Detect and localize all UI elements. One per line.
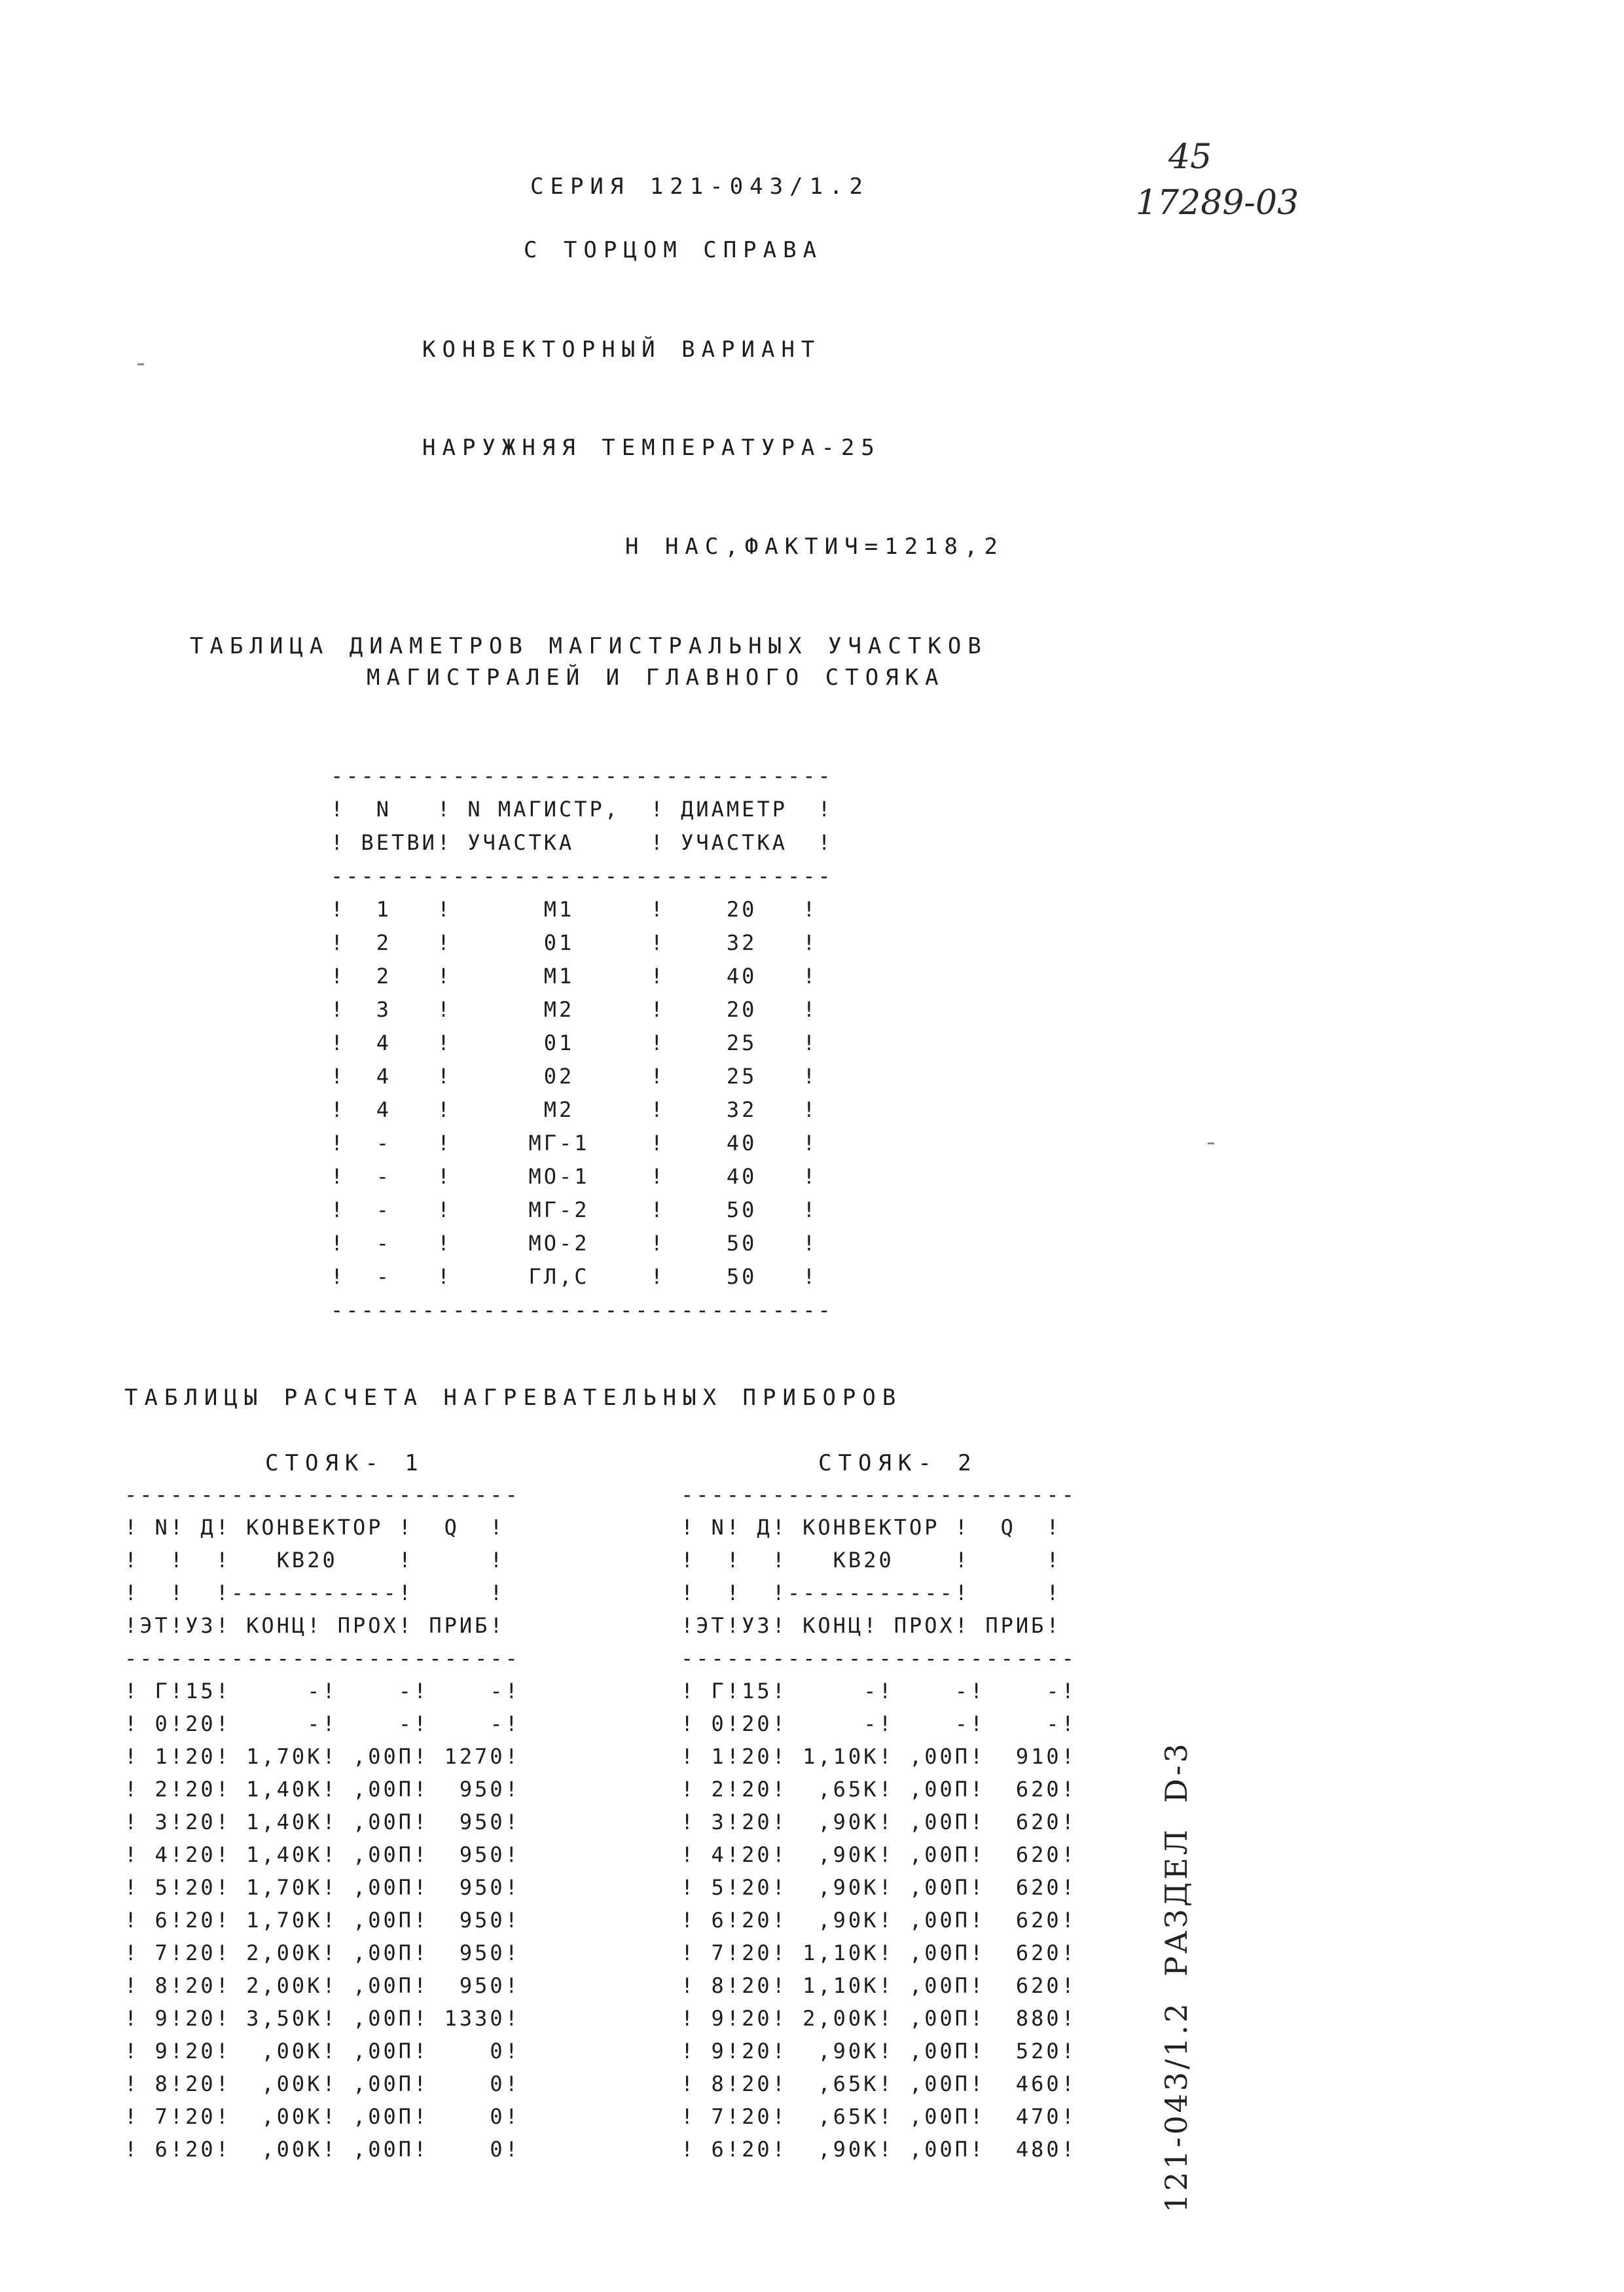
side-stamp: 121-043/1.2 РАЗДЕЛ D-3 (1159, 1741, 1194, 2213)
riser-2-table: -------------------------- ! N! Д! КОНВЕКТОР ! Q ! ! ! ! КВ20 ! ! ! ! !-----------! ! !ЭТ!УЗ! КОНЦ! ПРОХ! ПРИБ! -------------------------- ! Г!15! -! -! -! ! 0!20! -! -! -! ! 1!20! 1,10К! ,00П! 910! ! 2!20! ,65К! ,00П! 620! ! 3!20! ,90К! ,00П! 620! ! 4!20! ,90К! ,00П! 620! ! 5!20! ,90К! ,00П! 620! ! 6!20! ,90К! ,00П! 620! ! 7!20! 1,10К! ,00П! 620! ! 8!20! 1,10К! ,00П! 620! ! 9!20! 2,00К! ,00П! 880! ! 9!20! ,90К! ,00П! 520! ! 8!20! ,65К! ,00П! 460! ! 7!20! ,65К! ,00П! 470! ! 6!20! ,90К! ,00П! 480! (681, 1482, 1077, 2162)
diam-table-title-2: МАГИСТРАЛЕЙ И ГЛАВНОГО СТОЯКА (367, 664, 945, 691)
subtitle-line: С ТОРЦОМ СПРАВА (524, 237, 823, 263)
riser-1-table: -------------------------- ! N! Д! КОНВЕКТОР ! Q ! ! ! ! КВ20 ! ! ! ! !-----------! ! !ЭТ!УЗ! КОНЦ! ПРОХ! ПРИБ! -------------------------- ! Г!15! -! -! -! ! 0!20! -! -! -! ! 1!20! 1,70К! ,00П! 1270! ! 2!20! 1,40К! ,00П! 950! ! 3!20! 1,40К! ,00П! 950! ! 4!20! 1,40К! ,00П! 950! ! 5!20! 1,70К! ,00П! 950! ! 6!20! 1,70К! ,00П! 950! ! 7!20! 2,00К! ,00П! 950! ! 8!20! 2,00К! ,00П! 950! ! 9!20! 3,50К! ,00П! 1330! ! 9!20! ,00К! ,00П! 0! ! 8!20! ,00К! ,00П! 0! ! 7!20! ,00К! ,00П! 0! ! 6!20! ,00К! ,00П! 0! (124, 1482, 520, 2162)
page-number: 45 (1168, 137, 1212, 177)
heaters-title: ТАБЛИЦЫ РАСЧЕТА НАГРЕВАТЕЛЬНЫХ ПРИБОРОВ (124, 1385, 903, 1411)
diam-table-title-1: ТАБЛИЦА ДИАМЕТРОВ МАГИСТРАЛЬНЫХ УЧАСТКОВ (190, 633, 988, 659)
doc-code: 17289-03 (1136, 183, 1299, 223)
riser-1-title: СТОЯК- 1 (265, 1450, 425, 1476)
scan-mark (1208, 1142, 1214, 1144)
riser-2-title: СТОЯК- 2 (818, 1450, 978, 1476)
series-line: СЕРИЯ 121-043/1.2 (530, 173, 869, 200)
diameter-table: --------------------------------- ! N ! N МАГИСТР, ! ДИАМЕТР ! ! ВЕТВИ! УЧАСТКА ! УЧАСТКА ! --------------------------------- ! 1 ! М1 ! 20 ! ! 2 ! 01 ! 32 ! ! 2 ! М1 ! 40 ! ! 3 ! М2 ! 20 ! ! 4 ! 01 ! 25 ! ! 4 ! 02 ! 25 ! ! 4 ! М2 ! 32 ! ! - ! МГ-1 ! 40 ! ! - ! МО-1 ! 40 ! ! - ! МГ-2 ! 50 ! ! - ! МО-2 ! 50 ! ! - ! ГЛ,С ! 50 ! --------------------------------- (331, 763, 833, 1322)
scan-mark (137, 363, 144, 365)
pressure-line: Н НАС,ФАКТИЧ=1218,2 (625, 534, 1004, 560)
variant-line: КОНВЕКТОРНЫЙ ВАРИАНТ (422, 337, 821, 363)
temperature-line: НАРУЖНЯЯ ТЕМПЕРАТУРА-25 (422, 435, 881, 461)
